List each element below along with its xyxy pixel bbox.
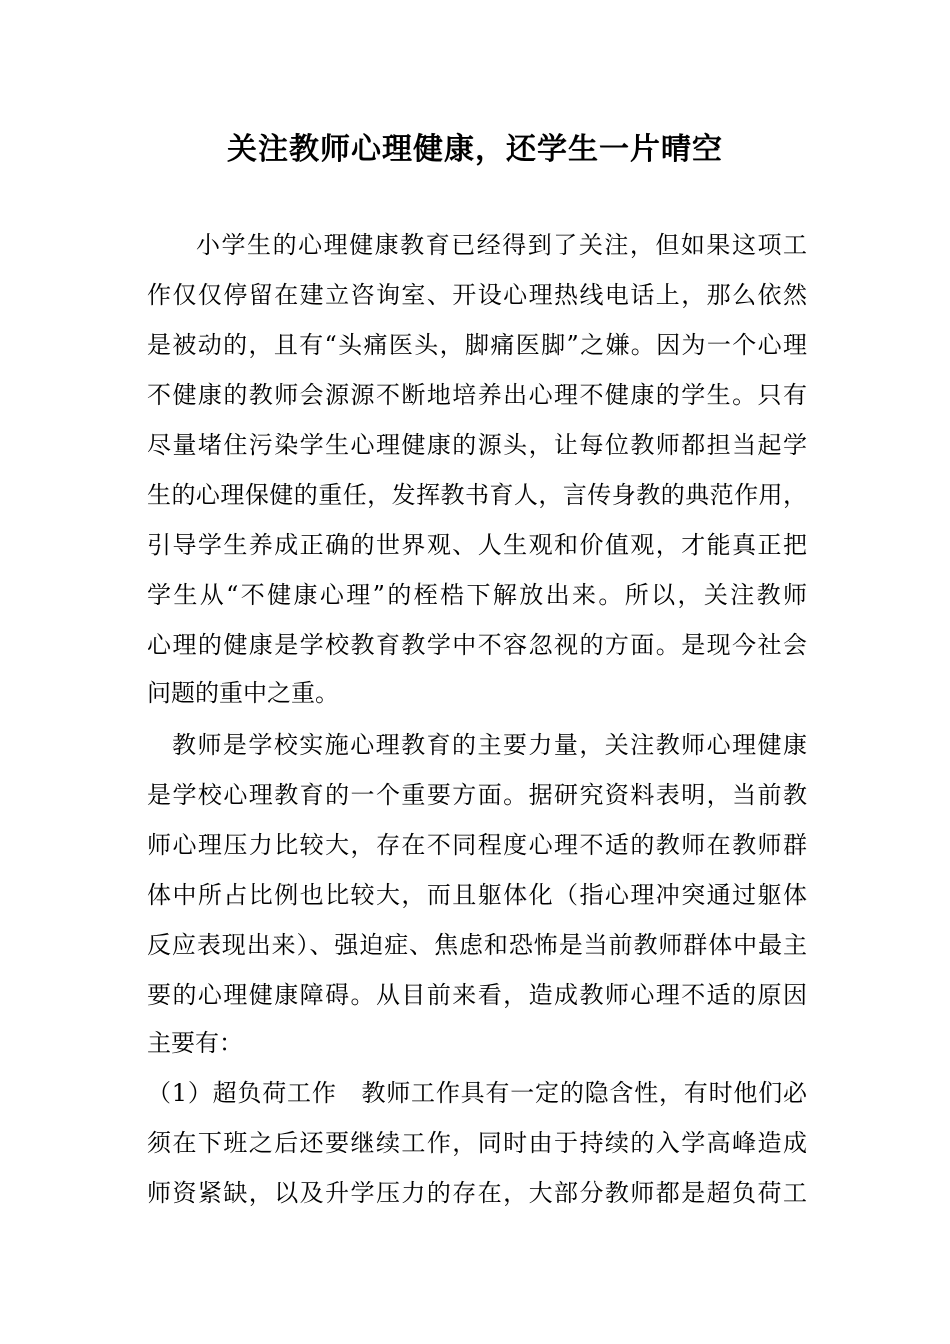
paragraph-1-line-10: 问题的重中之重。 (147, 679, 339, 707)
paragraph-1-line-3: 是被动的，且有“头痛医头，脚痛医脚”之嫌。因为一个心理 (147, 331, 807, 359)
paragraph-1-line-8: 学生从“不健康心理”的桎梏下解放出来。所以，关注教师 (147, 581, 807, 609)
paragraph-3-line-3: 师资紧缺，以及升学压力的存在，大部分教师都是超负荷工 (147, 1179, 807, 1207)
paragraph-1-line-6: 生的心理保健的重任，发挥教书育人，言传身教的典范作用， (147, 481, 807, 509)
paragraph-2-line-4: 体中所占比例也比较大，而且躯体化（指心理冲突通过躯体 (147, 881, 807, 909)
paragraph-1-line-1: 小学生的心理健康教育已经得到了关注，但如果这项工 (196, 231, 807, 259)
paragraph-2-line-1: 教师是学校实施心理教育的主要力量，关注教师心理健康 (172, 731, 807, 759)
paragraph-1-line-4: 不健康的教师会源源不断地培养出心理不健康的学生。只有 (147, 381, 807, 409)
paragraph-2-line-3: 师心理压力比较大，存在不同程度心理不适的教师在教师群 (147, 831, 807, 859)
paragraph-1-line-9: 心理的健康是学校教育教学中不容忽视的方面。是现今社会 (147, 631, 807, 659)
paragraph-3-line-1: （1）超负荷工作 教师工作具有一定的隐含性，有时他们必 (147, 1079, 807, 1107)
document-title: 关注教师心理健康，还学生一片晴空 (227, 132, 723, 167)
paragraph-2-line-7: 主要有： (147, 1029, 243, 1057)
paragraph-2-line-5: 反应表现出来）、强迫症、焦虑和恐怖是当前教师群体中最主 (147, 931, 807, 959)
paragraph-1-line-7: 引导学生养成正确的世界观、人生观和价值观，才能真正把 (147, 531, 807, 559)
paragraph-2-line-2: 是学校心理教育的一个重要方面。据研究资料表明，当前教 (147, 781, 807, 809)
paragraph-2-line-6: 要的心理健康障碍。从目前来看，造成教师心理不适的原因 (147, 981, 807, 1009)
paragraph-1-line-5: 尽量堵住污染学生心理健康的源头，让每位教师都担当起学 (147, 431, 807, 459)
paragraph-1-line-2: 作仅仅停留在建立咨询室、开设心理热线电话上，那么依然 (147, 281, 807, 309)
paragraph-3-line-2: 须在下班之后还要继续工作，同时由于持续的入学高峰造成 (147, 1129, 807, 1157)
